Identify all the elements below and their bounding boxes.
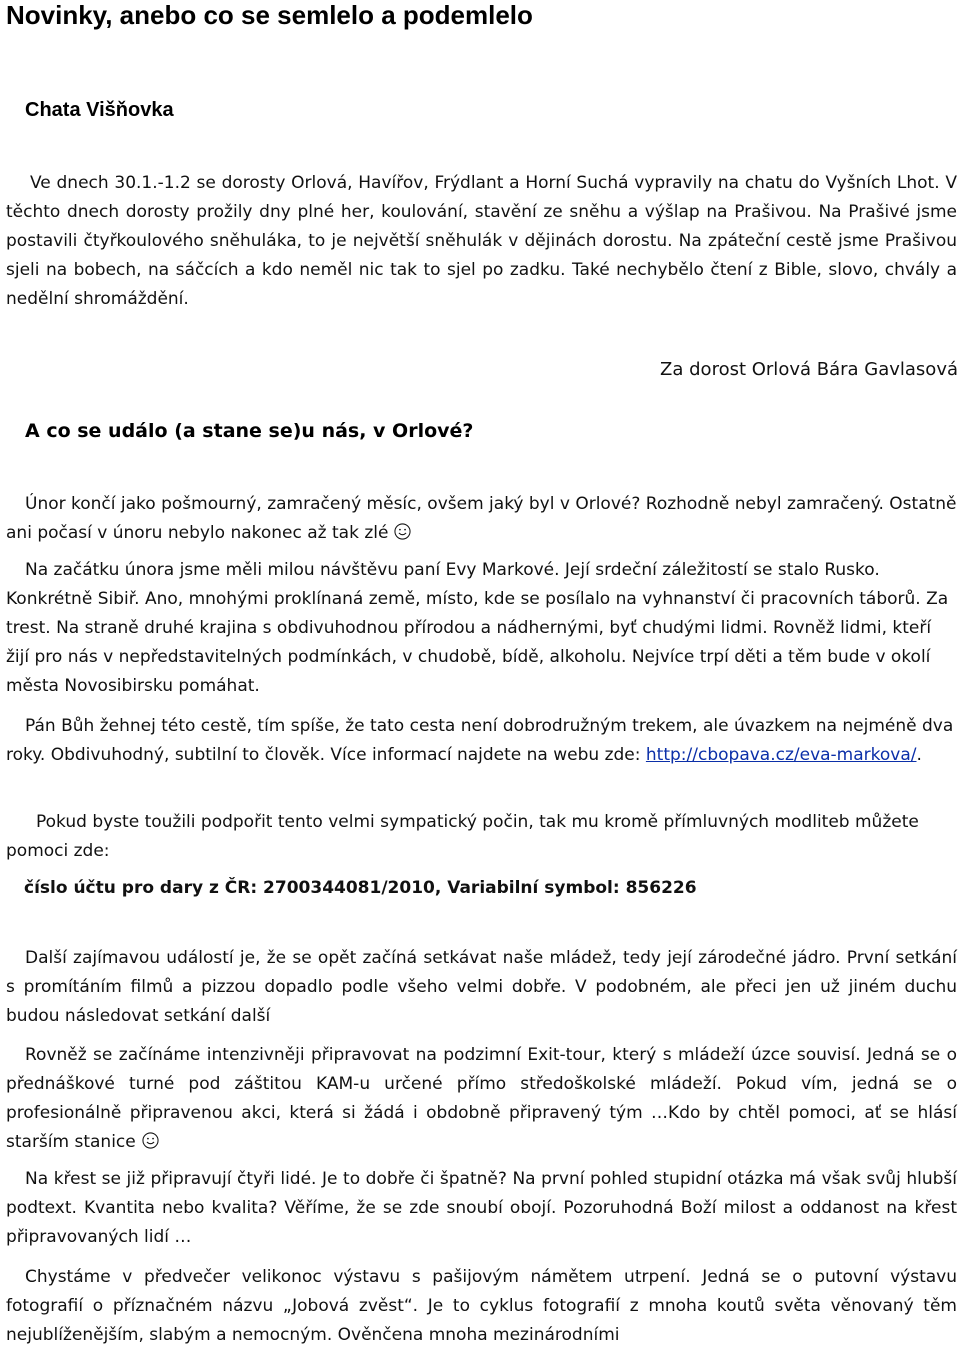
paragraph-cesta-text: Pán Bůh žehnej této cestě, tím spíše, že tato cesta není dobrodružným trekem, ale úvazkem na nejméně dva roky. Obdivuhodný, subtilní to člověk. Více informací najdete na webu zde: [6, 716, 954, 765]
page-title: Novinky, anebo co se semlelo a podemlelo [6, 0, 533, 30]
smiley-icon [142, 1132, 159, 1149]
paragraph-krest: Na křest se již připravují čtyři lidé. Je to dobře či špatně? Na první pohled stupidní otázka má však svůj hlubší podtext. Kvantita nebo kvalita? Věříme, že se zde snoubí obojí. Pozoruhodná Boží milost a oddanost na křest připravovaných lidí … [6, 1169, 957, 1247]
paragraph-exit-tour [6, 1041, 957, 1157]
paragraph-vystava: Chystáme v předvečer velikonoc výstavu s pašijovým námětem utrpení. Jedná se o putovní výstavu fotografií o příznačném názvu „Jobová zvěst“. Je to cyklus fotografií z mnoha koutů světa věnovaný těm nejublíženějším, slabým a nemocným. Ověnčena mnoha mezinárodními [6, 1267, 957, 1345]
paragraph-cesta [6, 712, 957, 770]
section-heading-orlova: A co se událo (a stane se)u nás, v Orlové? [25, 420, 474, 442]
paragraph-cesta-end: . [916, 745, 922, 765]
smiley-icon [394, 523, 411, 540]
bank-account: číslo účtu pro dary z ČR: 2700344081/2010, Variabilní symbol: 856226 [24, 878, 697, 898]
paragraph-unor [6, 490, 957, 548]
web-link[interactable]: http://cbopava.cz/eva-markova/ [645, 745, 917, 765]
paragraph-podpora: Pokud byste toužili podpořit tento velmi sympatický počin, tak mu kromě přímluvných modliteb můžete pomoci zde: [6, 812, 919, 861]
section-heading-chata: Chata Višňovka [25, 99, 174, 121]
paragraph-markova: Na začátku února jsme měli milou návštěvu paní Evy Markové. Její srdeční záležitostí se stalo Rusko. Konkrétně Sibiř. Ano, mnohými proklínaná země, místo, kde se posílalo na vyhnanství či pracovních táborů. Za trest. Na straně druhé krajina s obdivuhodnou přírodou a nádhernými, byť chudými lidmi. Rovněž lidmi, kteří žijí pro nás v nepředstavitelných podmínkách, v chudobě, bídě, alkoholu. Nejvíce trpí děti a těm bude v okolí města Novosibirsku pomáhat. [6, 560, 949, 696]
chata-paragraph: Ve dnech 30.1.-1.2 se dorosty Orlová, Havířov, Frýdlant a Horní Suchá vypravily na chatu do Vyšních Lhot. V těchto dnech dorosty prožily dny plné her, koulování, stavění ze sněhu a výšlap na Prašivou. Na Prašivé jsme postavili čtyřkoulového sněhuláka, to je největší sněhulák v dějinách dorostu. Na zpáteční cestě jsme Prašivou sjeli na bobech, na sáčcích a kdo neměl nic tak to sjel po zadku. Také nechybělo čtení z Bible, slovo, chvály a nedělní shromáždění. [6, 173, 957, 309]
paragraph-unor-text: Únor končí jako pošmourný, zamračený měsíc, ovšem jaký byl v Orlové? Rozhodně nebyl zamračený. Ostatně ani počasí v únoru nebylo nakonec až tak zlé [6, 494, 957, 543]
paragraph-mladez: Další zajímavou událostí je, že se opět začíná setkávat naše mládež, tedy její zárodečné jádro. První setkání s promítáním filmů a pizzou dopadlo podle všeho velmi dobře. V podobném, ale přeci jen už jiném duchu budou následovat setkání další [6, 948, 957, 1026]
paragraph-exit-tour-text: Rovněž se začínáme intenzivněji připravovat na podzimní Exit-tour, který s mládeží úzce souvisí. Jedná se o přednáškové turné pod záštitou KAM-u určené přímo středoškolské mládeží. Pokud vím, jedná se o profesionálně připravenou akci, která si žádá i obdobně připravený tým …Kdo by chtěl pomoci, ať se hlásí starším stanice [6, 1045, 957, 1152]
signature: Za dorost Orlová Bára Gavlasová [660, 359, 958, 380]
